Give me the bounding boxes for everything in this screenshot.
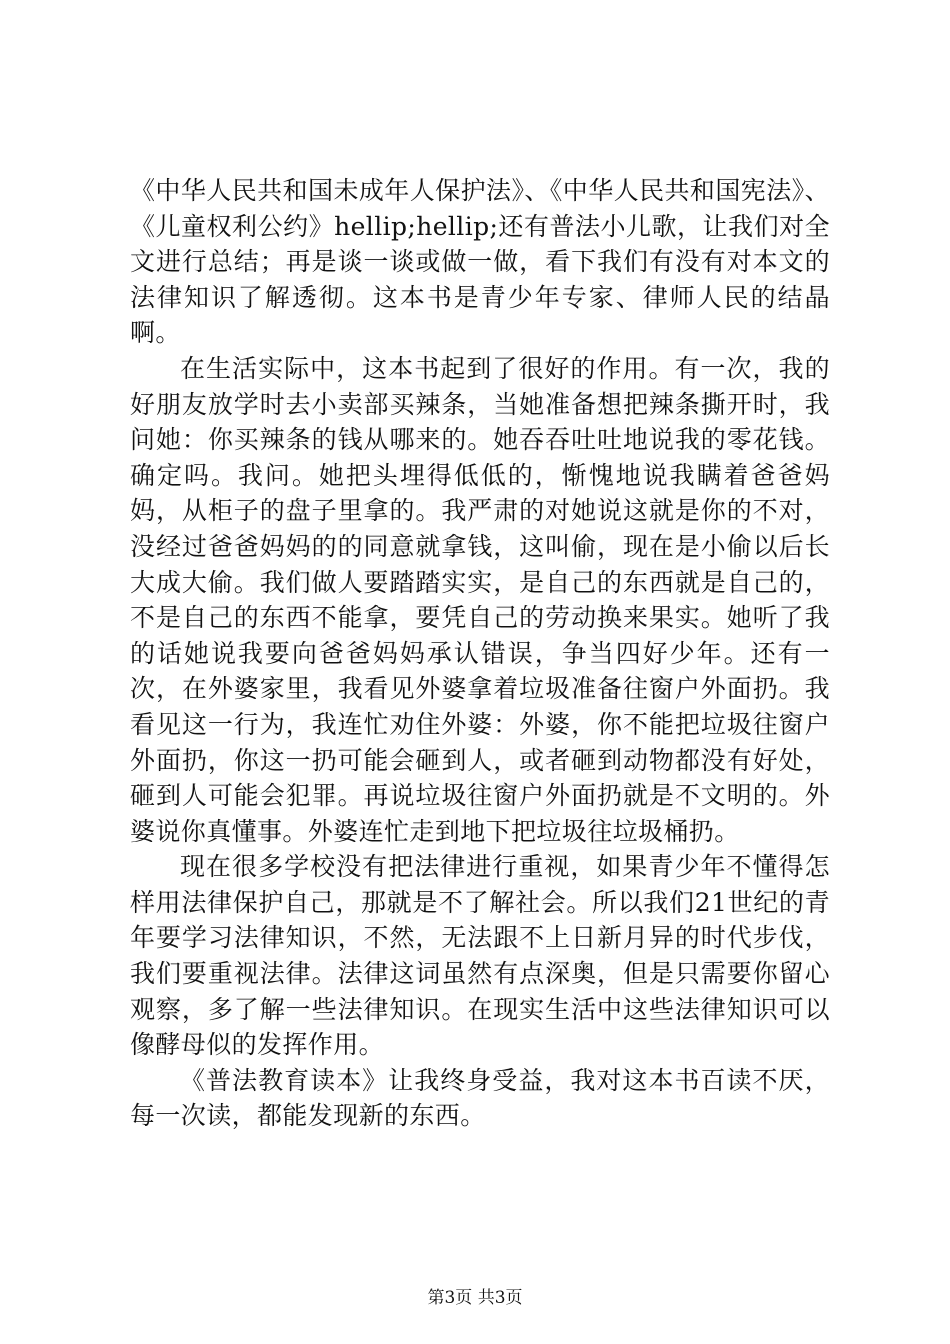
paragraph-4: 《普法教育读本》让我终身受益，我对这本书百读不厌，每一次读，都能发现新的东西。 [130, 1065, 830, 1131]
paragraph-2: 在生活实际中，这本书起到了很好的作用。有一次，我的好朋友放学时去小卖部买辣条，当她准备想把辣条撕开时，我问她：你买辣条的钱从哪来的。她吞吞吐吐地说我的零花钱。确定吗。我问。她把头埋得低低的，惭愧地说我瞒着爸爸妈妈，从柜子的盘子里拿的。我严肃的对她说这就是你的不对，没经过爸爸妈妈的的同意就拿钱，这叫偷，现在是小偷以后长大成大偷。我们做人要踏踏实实，是自己的东西就是自己的，不是自己的东西不能拿，要凭自己的劳动换来果实。她听了我的话她说我要向爸爸妈妈承认错误，争当四好少年。还有一次，在外婆家里，我看见外婆拿着垃圾准备往窗户外面扔。我看见这一行为，我连忙劝住外婆：外婆，你不能把垃圾往窗户外面扔，你这一扔可能会砸到人，或者砸到动物都没有好处，砸到人可能会犯罪。再说垃圾往窗户外面扔就是不文明的。外婆说你真懂事。外婆连忙走到地下把垃圾往垃圾桶扔。 [130, 353, 830, 846]
paragraph-1: 《中华人民共和国未成年人保护法》、《中华人民共和国宪法》、《儿童权利公约》hellip;hellip;还有普法小儿歌，让我们对全文进行总结；再是谈一谈或做一做，看下我们有没有对本文的法律知识了解透彻。这本书是青少年专家、律师人民的结晶啊。 [130, 176, 830, 348]
document-body [130, 173, 830, 1134]
paragraph-3: 现在很多学校没有把法律进行重视，如果青少年不懂得怎样用法律保护自己，那就是不了解社会。所以我们21世纪的青年要学习法律知识，不然，无法跟不上日新月异的时代步伐，我们要重视法律。法律这词虽然有点深奥，但是只需要你留心观察，多了解一些法律知识。在现实生活中这些法律知识可以像酵母似的发挥作用。 [130, 852, 830, 1060]
page-footer: 第3页 共3页 [427, 1288, 523, 1308]
